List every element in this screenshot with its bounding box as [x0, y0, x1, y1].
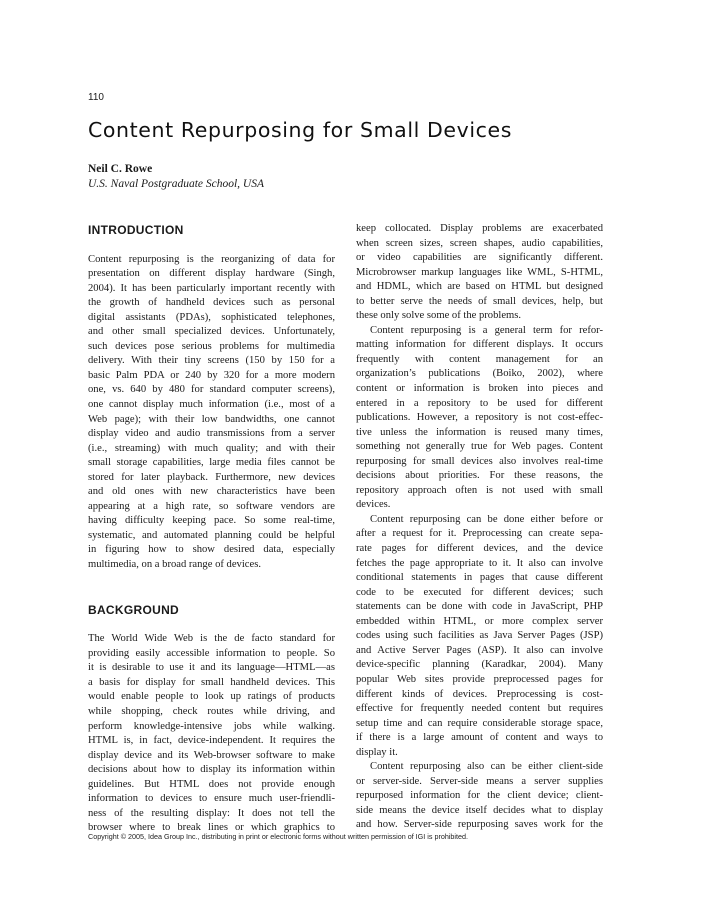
text-line: different kinds of devices. Preprocessing is cost- — [356, 688, 603, 700]
text-line: repurposed information for the client device; client- — [356, 790, 603, 802]
text-line: tive unless the information is reused many times, — [356, 426, 603, 438]
text-line: decisions about how to display its information within — [88, 764, 335, 776]
text-line: when screen sizes, screen shapes, audio capabilities, — [356, 237, 603, 249]
text-line: a basis for display for small handheld devices. This — [88, 676, 335, 688]
text-line: Microbrowser markup languages like WML, S-HTML, — [356, 266, 603, 278]
text-line: appearing at a high rate, so software vendors are — [88, 500, 335, 512]
background-paragraph — [88, 632, 335, 836]
text-line: having difficulty keeping pace. So some real-time, — [88, 515, 335, 527]
text-line: if there is a large amount of content and ways to — [356, 732, 603, 744]
author-affiliation: U.S. Naval Postgraduate School, USA — [88, 178, 264, 190]
text-line: Web page); with their low bandwidths, one cannot — [88, 413, 335, 425]
text-line: HTML is, in fact, device-independent. It requires the — [88, 735, 335, 747]
text-line: popular Web sites provide preprocessed pages for — [356, 673, 603, 685]
text-line: systematic, and automated planning could be helpful — [88, 529, 335, 541]
text-line: in figuring how to show desired data, especially — [88, 544, 335, 556]
text-line: organization’s publications (Boiko, 2002), where — [356, 368, 603, 380]
text-line: guidelines. But HTML does not provide enough — [88, 778, 335, 790]
left-column — [88, 222, 335, 836]
text-line: browser where to break lines or which graphics to — [88, 822, 335, 834]
text-line: Content repurposing can be done either before or — [370, 513, 603, 525]
text-line: (i.e., streaming) with much quality; and with their — [88, 442, 335, 454]
text-line: The World Wide Web is the de facto standard for — [88, 633, 335, 645]
text-line: something not generally true for Web pages. Content — [356, 441, 603, 453]
text-line: one cannot display much information (i.e., most of a — [88, 399, 335, 411]
text-line: side means the device itself decides what to display — [356, 804, 603, 816]
background-heading: BACKGROUND — [88, 602, 179, 617]
text-line: codes using such facilities as Java Server Pages (JSP) — [356, 630, 603, 642]
text-line: decisions about priorities. For these reasons, the — [356, 470, 603, 482]
text-line: repository approach often is not used with small — [356, 484, 603, 496]
text-line: and old ones with new characteristics have been — [88, 486, 335, 498]
text-line: small storage capabilities, large media files cannot be — [88, 457, 335, 469]
text-line: would enable people to look up ratings of products — [88, 691, 335, 703]
text-line: setup time and can require considerable storage space, — [356, 717, 603, 729]
text-line: Content repurposing also can be either client-side — [370, 761, 603, 773]
text-line: it is desirable to use it and its language—HTML—as — [88, 662, 335, 674]
author-name: Neil C. Rowe — [88, 163, 153, 175]
text-line: and Active Server Pages (ASP). It also can involve — [356, 644, 603, 656]
paragraph-client-server — [356, 760, 603, 833]
paragraph-content-repurposing-definition — [356, 324, 603, 513]
text-line: keep collocated. Display problems are exacerbated — [356, 223, 603, 234]
text-line: display video and audio transmissions from a server — [88, 428, 335, 440]
text-line: embedded within HTML, or more complex server — [356, 615, 603, 627]
text-line: devices. — [356, 499, 391, 511]
text-line: device-specific planning (Karadkar, 2004). Many — [356, 659, 603, 671]
text-line: entered in a repository to be used for different — [356, 397, 603, 409]
text-line: basic Palm PDA or 240 by 320 for a more modern — [88, 369, 335, 381]
text-line: fetches the page appropriate to it. It also can involve — [356, 557, 603, 569]
text-line: stored for later playback. Furthermore, new devices — [88, 471, 335, 483]
text-line: digital assistants (PDAs), sophisticated telephones, — [88, 311, 335, 323]
text-line: conditional statements in pages that cause different — [356, 572, 603, 584]
text-line: these only solve some of the problems. — [356, 310, 522, 322]
introduction-paragraph — [88, 253, 335, 573]
text-line: rate pages for different devices, and the device — [356, 543, 603, 555]
text-line: one, vs. 640 by 480 for standard computer screens), — [88, 384, 335, 396]
text-line: effective for frequently needed content but requires — [356, 703, 603, 715]
text-line: display device and its Web-browser software to make — [88, 749, 335, 761]
text-line: and how. Server-side repurposing saves work for the — [356, 819, 603, 831]
text-line: information to devices to ensure much user-friendli- — [88, 793, 335, 805]
text-line: code to be executed for different devices; such — [356, 586, 603, 598]
text-line: repurposing for small devices also involves real-time — [356, 455, 603, 467]
introduction-heading: INTRODUCTION — [88, 223, 184, 237]
paragraph-preprocessing — [356, 513, 603, 760]
text-line: to better serve the needs of small devices, help, but — [356, 295, 603, 307]
text-line: matting information for different displays. It occurs — [356, 339, 603, 351]
text-line: multimedia, on a broad range of devices. — [88, 559, 261, 571]
copyright-notice: Copyright © 2005, Idea Group Inc., distributing in print or electronic forms without written permission of IGI is prohibited. — [88, 832, 469, 841]
text-line: or server-side. Server-side means a server supplies — [356, 775, 603, 787]
text-line: presentation on different display hardware (Singh, — [88, 268, 335, 280]
text-line: Content repurposing is a general term for refor- — [370, 324, 603, 336]
page-number: 110 — [88, 92, 104, 103]
paragraph-display-problems — [356, 222, 603, 324]
text-line: after a request for it. Preprocessing can create sepa- — [356, 528, 603, 540]
text-line: frequently with content management for an — [356, 353, 603, 365]
text-line: publications. However, a repository is not cost-effec- — [356, 412, 603, 424]
right-column — [356, 222, 603, 833]
text-line: 2004). It has been particularly important recently with — [88, 282, 335, 294]
text-line: such devices pose serious problems for multimedia — [88, 340, 335, 352]
article-title: Content Repurposing for Small Devices — [88, 118, 513, 142]
text-line: Content repurposing is the reorganizing of data for — [88, 253, 335, 265]
text-line: perform knowledge-intensive jobs while walking. — [88, 720, 335, 732]
text-line: delivery. With their tiny screens (150 by 150 for a — [88, 355, 335, 367]
text-line: and HDML, which are based on HTML but designed — [356, 281, 603, 293]
text-line: display it. — [356, 746, 398, 758]
text-line: and other small specialized devices. Unfortunately, — [88, 326, 335, 338]
text-line: providing easily accessible information to people. So — [88, 647, 335, 659]
text-line: or video capabilities are significantly different. — [356, 252, 603, 264]
text-line: the growth of handheld devices such as personal — [88, 297, 335, 309]
text-line: content or information is broken into pieces and — [356, 383, 603, 395]
text-line: while shopping, check routes while driving, and — [88, 705, 335, 717]
text-line: statements can be done with code in JavaScript, PHP — [356, 601, 603, 613]
text-line: ness of the resulting display: It does not tell the — [88, 807, 335, 819]
